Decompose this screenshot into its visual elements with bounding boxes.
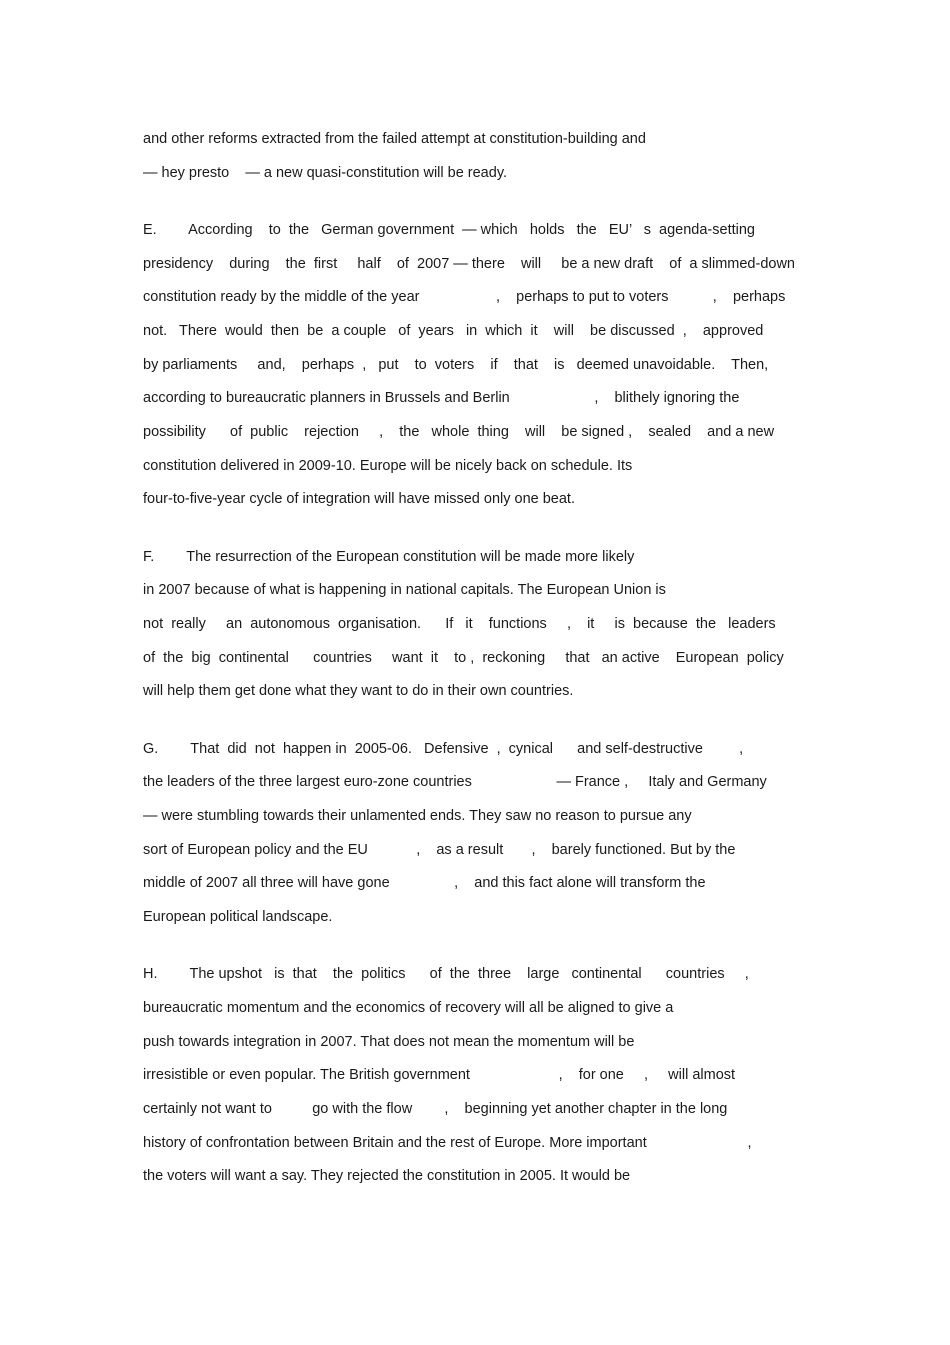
text-line: — hey presto — a new quasi-constitution will be ready. — [143, 165, 508, 181]
paragraph-e-line: possibility of public rejection , the whole thing will be signed , sealed and a new — [143, 424, 775, 440]
paragraph-f-line: in 2007 because of what is happening in national capitals. The European Union is — [143, 582, 666, 598]
paragraph-g-line: European political landscape. — [143, 909, 333, 925]
paragraph-e-line: constitution ready by the middle of the year , perhaps to put to voters , perhaps — [143, 289, 786, 305]
paragraph-h-line: certainly not want to go with the flow , beginning yet another chapter in the long — [143, 1101, 728, 1117]
paragraph-e-line: E. According to the German government — which holds the EU’ s agenda-setting — [143, 222, 755, 238]
paragraph-h-line: H. The upshot is that the politics of the three large continental countries , — [143, 966, 749, 982]
paragraph-h-line: bureaucratic momentum and the economics of recovery will all be aligned to give a — [143, 1000, 674, 1016]
paragraph-g-line: G. That did not happen in 2005-06. Defensive , cynical and self-destructive , — [143, 741, 744, 757]
paragraph-e-line: according to bureaucratic planners in Brussels and Berlin , blithely ignoring the — [143, 390, 740, 406]
paragraph-h-line: the voters will want a say. They rejected the constitution in 2005. It would be — [143, 1168, 631, 1184]
text-line: and other reforms extracted from the failed attempt at constitution-building and — [143, 131, 646, 147]
paragraph-g-line: — were stumbling towards their unlamented ends. They saw no reason to pursue any — [143, 808, 692, 824]
paragraph-h-line: irresistible or even popular. The British government , for one , will almost — [143, 1067, 736, 1083]
paragraph-h-line: push towards integration in 2007. That does not mean the momentum will be — [143, 1034, 635, 1050]
paragraph-f-line: not really an autonomous organisation. If it functions , it is because the leaders — [143, 616, 776, 632]
paragraph-g-line: sort of European policy and the EU , as a result , barely functioned. But by the — [143, 842, 736, 858]
paragraph-g-line: middle of 2007 all three will have gone , and this fact alone will transform the — [143, 875, 706, 891]
paragraph-e-line: not. There would then be a couple of years in which it will be discussed , approved — [143, 323, 764, 339]
paragraph-g-line: the leaders of the three largest euro-zone countries — France , Italy and Germany — [143, 774, 767, 790]
paragraph-f-line: of the big continental countries want it to , reckoning that an active European policy — [143, 650, 784, 666]
paragraph-e-line: constitution delivered in 2009-10. Europe will be nicely back on schedule. Its — [143, 458, 633, 474]
paragraph-f-line: will help them get done what they want to do in their own countries. — [143, 683, 574, 699]
paragraph-f-line: F. The resurrection of the European constitution will be made more likely — [143, 549, 635, 565]
paragraph-e-line: presidency during the first half of 2007 — there will be a new draft of a slimmed-down — [143, 256, 795, 272]
paragraph-h-line: history of confrontation between Britain and the rest of Europe. More important , — [143, 1135, 752, 1151]
paragraph-e-line: by parliaments and, perhaps , put to voters if that is deemed unavoidable. Then, — [143, 357, 769, 373]
paragraph-e-line: four-to-five-year cycle of integration will have missed only one beat. — [143, 491, 575, 507]
